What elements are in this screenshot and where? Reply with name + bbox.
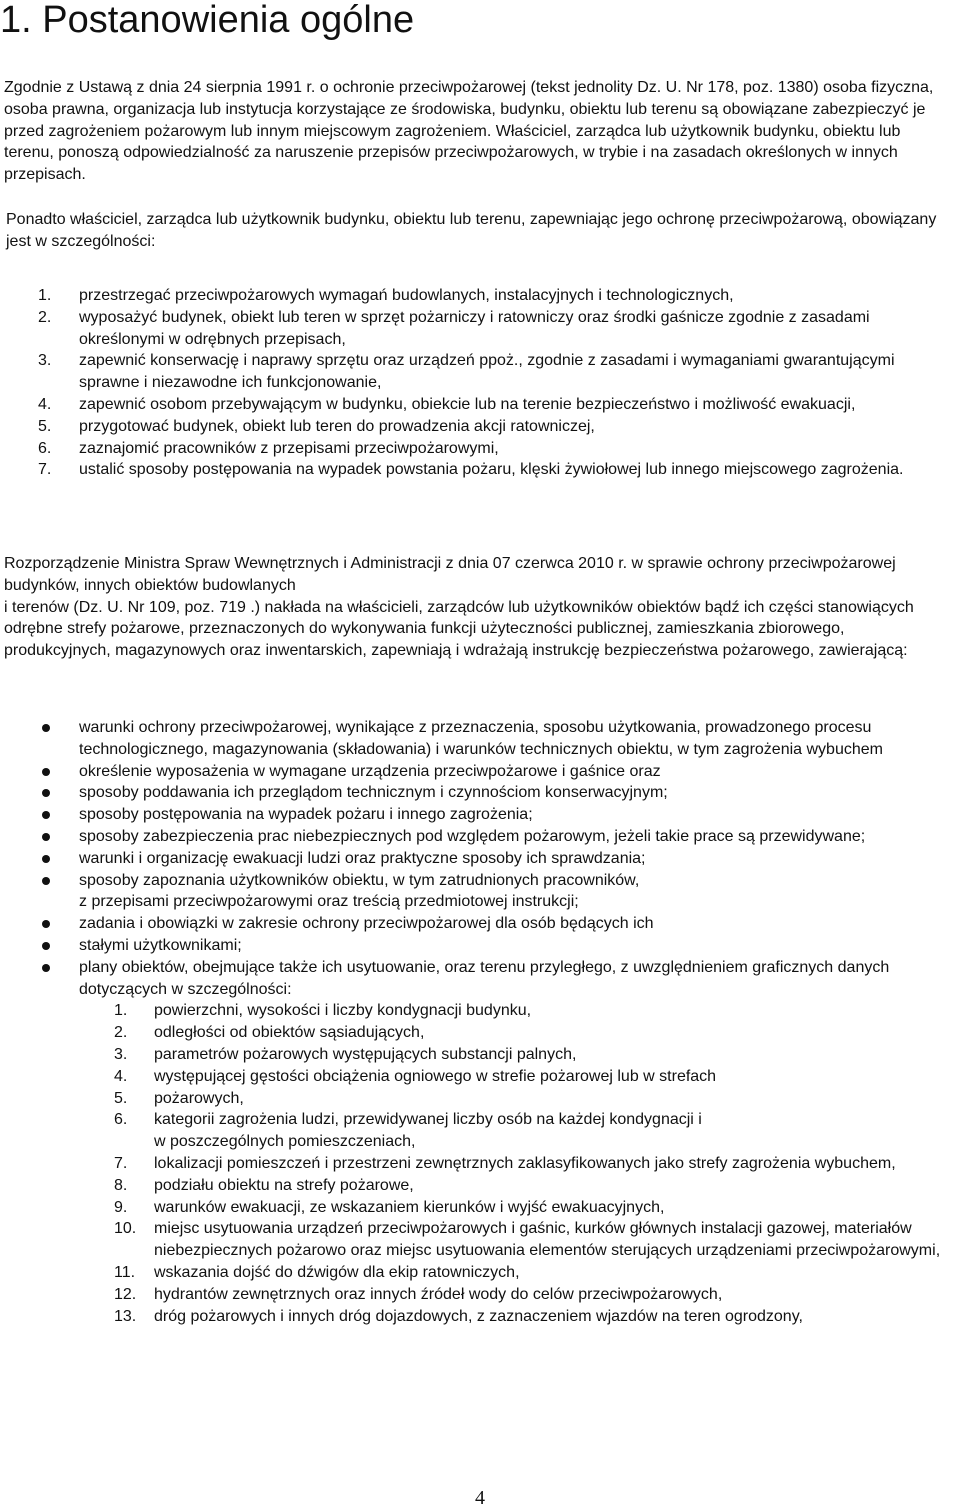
bullet-icon [42,811,50,819]
list-item: 3. zapewnić konserwację i naprawy sprzętu oraz urządzeń ppoż., zgodnie z zasadami i wymaganiami gwarantującymi sprawne i niezawodne ich funkcjonowanie, [38,352,895,392]
list-item: 10. miejsc usytuowania urządzeń przeciwpożarowych i gaśnic, kurków głównych instalacji gazowej, materiałów niebezpiecznych pożarowo oraz miejsc usytuowania elementów sterujących urządzeniami przeciwpożarowymi, [114,1220,941,1260]
bullet-icon [42,942,50,950]
list-item: plany obiektów, obejmujące także ich usytuowanie, oraz terenu przyległego, z uwzględnieniem graficznych danych dotyczących w szczególności: 1. powierzchni, wysokości i liczby kondygnacji budynku, 2. odległości od obiektów sąsiadujących, 3. parametrów pożarowych występujących substancji palnych, 4. występującej gęstości obciążenia ogniowego w strefie pożarowej lub w strefach 5. pożarowych, 6. kategorii zagrożenia ludzi, przewidywanej liczby osób na każdej kondygnacji i w poszczególnych pomieszczeniach, 7. lokalizacji pomieszczeń i przestrzeni zewnętrznych zaklasyfikowanych jako strefy zagrożenia wybuchem, 8. podziału obiektu na strefy pożarowe, 9. warunków ewakuacji, ze wskazaniem kierunków i wyjść ewakuacyjnych, 10. miejsc usytuowania urządzeń przeciwpożarowych i gaśnic, kurków głównych instalacji gazowej, materiałów niebezpiecznych pożarowo oraz miejsc usytuowania elementów sterujących urządzeniami przeciwpożarowymi, 11. wskazania dojść do dźwigów dla ekip ratowniczych, 12. hydrantów zewnętrznych oraz innych źródeł wody do celów przeciwpożarowych, 13. dróg pożarowych i innych dróg dojazdowych, z zaznaczeniem wjazdów na teren ogrodzony, [4,957,954,1328]
bullet-icon [42,833,50,841]
list-item: 4. zapewnić osobom przebywającym w budynku, obiekcie lub na terenie bezpieczeństwo i możliwość ewakuacji, [38,395,856,413]
bullet-icon [42,768,50,776]
list-item: 4. występującej gęstości obciążenia ogniowego w strefie pożarowej lub w strefach [114,1067,717,1085]
list-item: 7. ustalić sposoby postępowania na wypadek powstania pożaru, klęski żywiołowej lub innego miejscowego zagrożenia. [38,461,904,479]
bullet-icon [42,964,50,972]
list-item: 11. wskazania dojść do dźwigów dla ekip ratowniczych, [114,1263,520,1281]
list-item: 1. powierzchni, wysokości i liczby kondygnacji budynku, [114,1002,532,1020]
bullet-icon [42,724,50,732]
list-item: 6. zaznajomić pracowników z przepisami przeciwpożarowymi, [38,439,499,457]
list-item: sposoby zapoznania użytkowników obiektu, w tym zatrudnionych pracowników, z przepisami przeciwpożarowymi oraz treścią przedmiotowej instrukcji; [4,870,954,914]
regulation-paragraph: Rozporządzenie Ministra Spraw Wewnętrznych i Administracji z dnia 07 czerwca 2010 r. w sprawie ochrony przeciwpożarowej budynków, innych obiektów budowlanych i terenów (Dz. U. Nr 109, poz. 719 .) nakłada na właścicieli, zarządców lub użytkowników obiektów bądź ich części stanowiących odrębne strefy pożarowe, przeznaczonych do wykonywania funkcji użyteczności publicznej, zamieszkania zbiorowego, produkcyjnych, magazynowych oraz inwentarskich, zapewniają i wdrażają instrukcję bezpieczeństwa pożarowego, zawierającą: [4,555,914,660]
list-item: 5. pożarowych, [114,1089,244,1107]
list-item: sposoby poddawania ich przeglądom technicznym i czynnościom konserwacyjnym; [4,782,954,804]
list-item: określenie wyposażenia w wymagane urządzenia przeciwpożarowe i gaśnice oraz [4,761,954,783]
intro-paragraph: Zgodnie z Ustawą z dnia 24 sierpnia 1991 r. o ochronie przeciwpożarowej (tekst jednolity Dz. U. Nr 178, poz. 1380) osoba fizyczna, osoba prawna, organizacja lub instytucja korzystające ze środowiska, budynku, obiektu lub terenu są obowiązane zabezpieczyć je przed zagrożeniem pożarowym lub innym miejscowym zagrożeniem. Właściciel, zarządca lub użytkownik budynku, obiektu lub terenu, ponoszą odpowiedzialność za naruszenie przepisów przeciwpożarowych, w trybie i na zasadach określonych w innych przepisach. [4,79,934,184]
instruction-contents-list [4,717,954,1327]
list-item: 13. dróg pożarowych i innych dróg dojazdowych, z zaznaczeniem wjazdów na teren ogrodzony, [114,1307,803,1325]
bullet-icon [42,920,50,928]
list-item: 2. wyposażyć budynek, obiekt lub teren w sprzęt pożarniczy i ratowniczy oraz środki gaśnicze zgodnie z zasadami określonymi w odrębnych przepisach, [38,308,870,348]
obligations-intro: Ponadto właściciel, zarządca lub użytkownik budynku, obiektu lub terenu, zapewniając jego ochronę przeciwpożarową, obowiązany jest w szczególności: [6,211,937,250]
list-item: 1. przestrzegać przeciwpożarowych wymagań budowlanych, instalacyjnych i technologicznych, [38,287,734,304]
list-item: sposoby zabezpieczenia prac niebezpiecznych pod względem pożarowym, jeżeli takie prace są przewidywane; [4,826,954,848]
list-item: 7. lokalizacji pomieszczeń i przestrzeni zewnętrznych zaklasyfikowanych jako strefy zagrożenia wybuchem, [114,1154,896,1172]
plan-details-list [79,1000,954,1327]
list-item: 8. podziału obiektu na strefy pożarowe, [114,1176,414,1194]
list-item: 6. kategorii zagrożenia ludzi, przewidywanej liczby osób na każdej kondygnacji i w poszczególnych pomieszczeniach, [114,1111,702,1151]
list-item: stałymi użytkownikami; [4,935,954,957]
list-item: 5. przygotować budynek, obiekt lub teren do prowadzenia akcji ratowniczej, [38,417,595,435]
list-item: 12. hydrantów zewnętrznych oraz innych źródeł wody do celów przeciwpożarowych, [114,1285,723,1303]
list-item: zadania i obowiązki w zakresie ochrony przeciwpożarowej dla osób będących ich [4,913,954,935]
list-item: warunki ochrony przeciwpożarowej, wynikające z przeznaczenia, sposobu użytkowania, prowadzonego procesu technologicznego, magazynowania (składowania) i warunków technicznych obiektu, w tym zagrożenia wybuchem [4,717,954,761]
list-item: 3. parametrów pożarowych występujących substancji palnych, [114,1045,577,1063]
bullet-icon [42,855,50,863]
bullet-icon [42,877,50,885]
bullet-icon [42,789,50,797]
section-heading: 1. Postanowienia ogólne [0,0,415,41]
list-item: sposoby postępowania na wypadek pożaru i innego zagrożenia; [4,804,954,826]
page-number: 4 [475,1487,485,1509]
list-item: 2. odległości od obiektów sąsiadujących, [114,1024,425,1042]
list-item: 9. warunków ewakuacji, ze wskazaniem kierunków i wyjść ewakuacyjnych, [114,1198,665,1216]
duties-list [4,285,954,481]
list-item: warunki i organizację ewakuacji ludzi oraz praktyczne sposoby ich sprawdzania; [4,848,954,870]
